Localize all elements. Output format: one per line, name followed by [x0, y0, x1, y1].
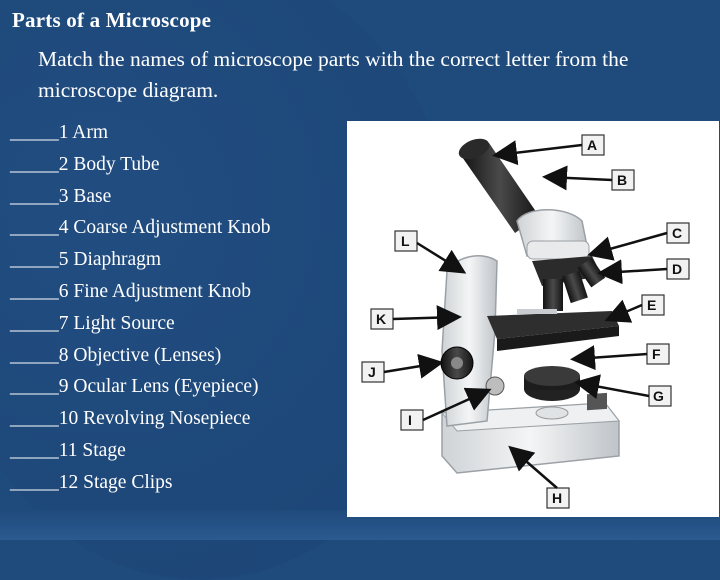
label-e-box: [642, 295, 664, 315]
label-k: K: [376, 311, 387, 327]
list-item: _____9 Ocular Lens (Eyepiece): [10, 376, 259, 398]
label-c: C: [672, 225, 683, 241]
label-e: E: [647, 297, 657, 313]
page-title: Parts of a Microscope: [12, 8, 212, 32]
microscope-diagram: [347, 121, 719, 517]
parts-list: [10, 119, 271, 501]
label-g: G: [653, 388, 664, 404]
label-c-box: [667, 223, 689, 243]
label-b-box: [612, 170, 634, 190]
label-i: I: [408, 412, 412, 428]
fine-adjustment-knob: [486, 377, 504, 395]
list-item: _____8 Objective (Lenses): [10, 344, 222, 366]
label-f: F: [652, 346, 661, 362]
list-item: _____5 Diaphragm: [10, 249, 162, 271]
list-item: _____1 Arm: [10, 122, 109, 143]
label-g-box: [649, 386, 671, 406]
label-h-box: [547, 488, 569, 508]
microscope-illustration: [347, 121, 719, 517]
label-i-box: [401, 410, 423, 430]
label-f-box: [647, 344, 669, 364]
label-j-box: [362, 362, 384, 382]
list-item: _____2 Body Tube: [10, 153, 160, 175]
light-source: [536, 407, 568, 419]
list-item: _____3 Base: [10, 185, 112, 207]
label-k-box: [371, 309, 393, 329]
list-item: _____4 Coarse Adjustment Knob: [10, 217, 271, 239]
list-item: _____6 Fine Adjustment Knob: [10, 280, 252, 302]
instructions-text: Match the names of microscope parts with the correct letter from the microscope diagram.: [38, 47, 629, 102]
label-j: J: [368, 364, 376, 380]
list-item: _____10 Revolving Nosepiece: [10, 408, 251, 430]
list-item: _____12 Stage Clips: [10, 471, 173, 493]
microscope-arm: [442, 256, 497, 426]
label-h: H: [552, 490, 563, 506]
label-a: A: [587, 137, 598, 153]
label-d-box: [667, 259, 689, 279]
objective-lens: [543, 279, 563, 311]
label-l: L: [401, 233, 410, 249]
label-l-box: [395, 231, 417, 251]
stage-clip: [517, 309, 557, 314]
label-a-box: [582, 135, 604, 155]
label-b: B: [617, 172, 628, 188]
list-item: _____7 Light Source: [10, 312, 175, 334]
label-d: D: [672, 261, 683, 277]
list-item: _____11 Stage: [10, 439, 126, 461]
